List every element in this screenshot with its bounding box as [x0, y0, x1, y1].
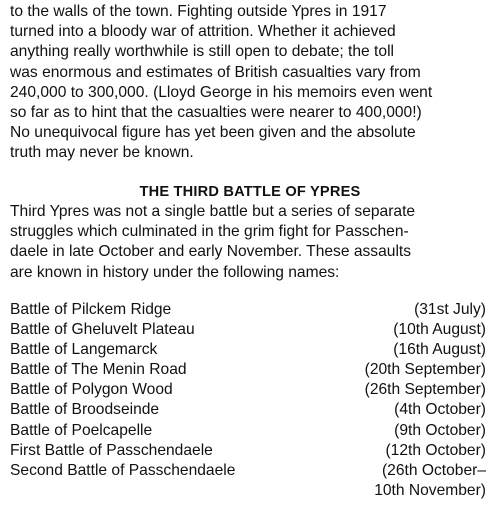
battle-row: [10, 360, 486, 380]
battle-date: (4th October): [394, 401, 486, 419]
battle-list: [10, 300, 486, 501]
text-line: daele in late October and early November. These assaults: [10, 243, 412, 261]
battle-date: (10th August): [393, 321, 486, 339]
battle-name: Battle of Poelcapelle: [10, 421, 153, 439]
battle-name: Battle of Polygon Wood: [10, 381, 173, 399]
text-line: truth may never be known.: [10, 144, 194, 162]
battle-row: [10, 320, 486, 340]
text-line: turned into a bloody war of attrition. Whether it achieved: [10, 23, 396, 41]
battle-row: [10, 421, 486, 441]
section-paragraph: [10, 202, 488, 283]
battle-name: Battle of Broodseinde: [10, 401, 160, 419]
text-line: struggles which culminated in the grim fight for Passchen-: [10, 223, 409, 241]
battle-name: Battle of Gheluvelt Plateau: [10, 321, 195, 339]
text-line: anything really worthwhile is still open to debate; the toll: [10, 43, 394, 61]
battle-date: (26th September): [364, 381, 486, 399]
battle-date: (9th October): [394, 421, 486, 439]
battle-name: First Battle of Passchendaele: [10, 441, 213, 459]
battle-date: (31st July): [414, 301, 486, 318]
text-line: so far as to hint that the casualties were nearer to 400,000!): [10, 104, 422, 122]
battle-name: Battle of The Menin Road: [10, 361, 187, 379]
battle-date: (20th September): [364, 361, 486, 379]
battle-row: [10, 380, 486, 400]
text-line: Third Ypres was not a single battle but a series of separate: [10, 203, 416, 220]
battle-row: [10, 441, 486, 461]
text-line: No unequivocal figure has yet been given and the absolute: [10, 124, 416, 142]
text-line: 240,000 to 300,000. (Lloyd George in his memoirs even went: [10, 83, 433, 101]
battle-date: (16th August): [393, 341, 486, 359]
battle-row: [10, 340, 486, 360]
text-line: was enormous and estimates of British casualties vary from: [10, 63, 421, 81]
battle-date: (26th October–: [381, 461, 486, 479]
intro-paragraph: [10, 2, 488, 164]
battle-name: Battle of Pilckem Ridge: [10, 301, 172, 318]
text-line: to the walls of the town. Fighting outside Ypres in 1917: [10, 3, 387, 20]
battle-date-continuation: 10th November): [374, 481, 486, 499]
section-heading: THE THIRD BATTLE OF YPRES: [139, 184, 361, 200]
text-line: are known in history under the following names:: [10, 263, 340, 281]
battle-name: Battle of Langemarck: [10, 341, 158, 359]
battle-row: [10, 300, 486, 320]
battle-row: [10, 400, 486, 420]
battle-name: Second Battle of Passchendaele: [10, 461, 236, 479]
battle-date: (12th October): [385, 441, 486, 459]
battle-row: [10, 461, 486, 481]
